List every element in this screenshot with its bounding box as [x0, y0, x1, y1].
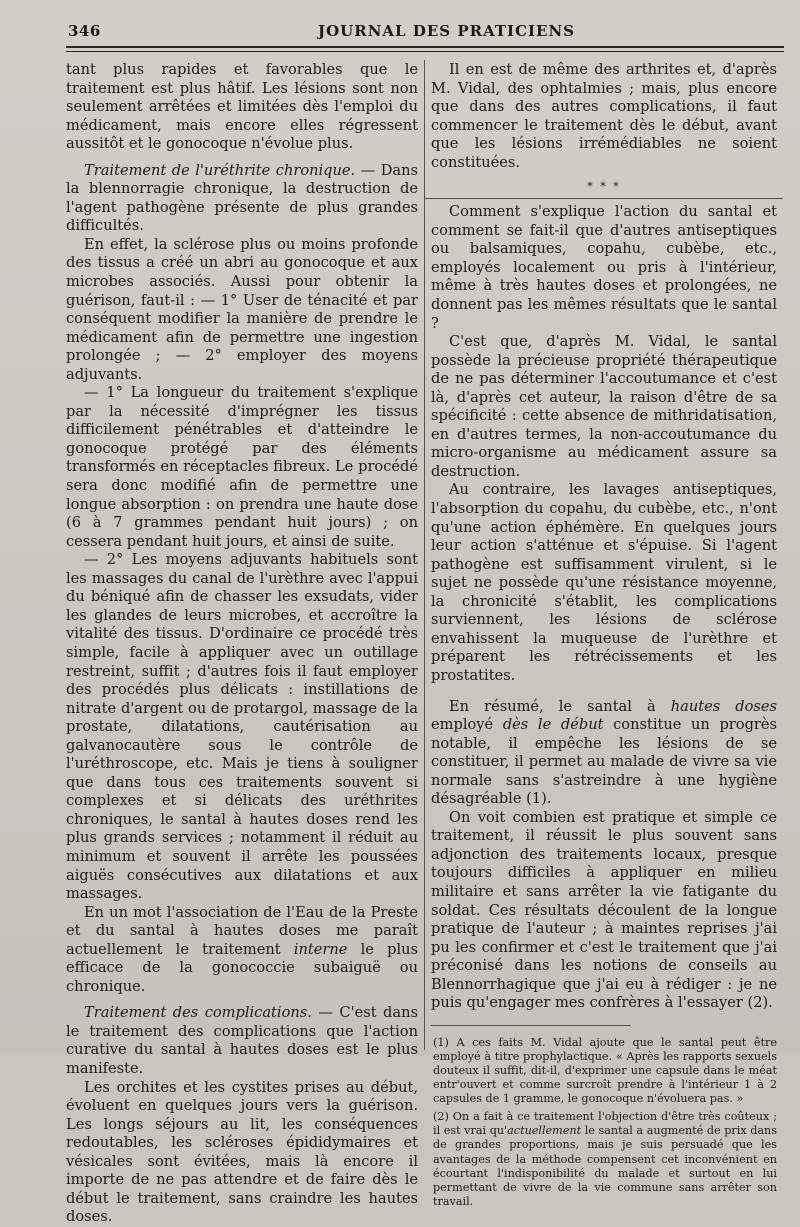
paragraph-text: En résumé, le santal à — [449, 697, 656, 715]
column-divider — [424, 60, 425, 1050]
emphasis-text: hautes doses — [670, 697, 777, 715]
paragraph-text: — Dans la blennorragie chronique, la destruction de l'agent pathogène présente de plus grandes difficultés. — [66, 161, 418, 235]
left-column — [66, 61, 418, 1227]
footnote-2 — [431, 1110, 777, 1209]
paragraph-sclerosis: En effet, la sclérose plus ou moins profonde des tissus a créé un abri au gonocoque et aux microbes associés. Aussi pour obtenir la guérison, faut-il : — 1° User de ténacité et par conséquent modifier la manière de prendre le médicament afin de permettre une ingestion prolongée ; — 2° employer des moyens adjuvants. — [66, 235, 418, 383]
paragraph-text: le plus efficace de la gonococcie subaiguë ou chronique. — [66, 940, 419, 995]
emphasis-text: dès le début — [502, 716, 604, 734]
paragraph-arthritis: Il en est de même des arthrites et, d'après M. Vidal, des ophtalmies ; mais, plus encore que dans des autres complications, il faut commencer le traitement dès le début, avant que les lésions irrémédiables ne soient constituées. — [431, 61, 777, 171]
separator-rule — [425, 198, 783, 199]
paragraph-complications — [66, 1004, 418, 1078]
paragraph-adjuvants: — 2° Les moyens adjuvants habituels sont les massages du canal de l'urèthre avec l'appui du béniqué afin de chasser les exsudats, vider les glandes de leurs microbes, et accroître la vitalité des tissus. D'ordinaire ce procédé très simple, facile à appliquer avec un outillage restreint, suffit ; d'autres fois il faut employer des procédés plus délicats : instillations de nitrate d'argent ou de protargol, massage de la prostate, dilatations, cautérisation au galvanocautère sous le contrôle de l'uréthroscope, etc. Mais je tiens à souligner que dans tous ces traitements souvent si complexes et si délicats des uréthrites chroniques, le santal à hautes doses rend les plus grands services ; notamment il réduit au minimum et souvent il arrête les poussées aiguës consécutives aux dilatations et aux massages. — [66, 551, 418, 903]
footnote-text: (2) On a fait à ce traitement l'objection d'être très coûteux ; il est vrai qu' — [433, 1110, 777, 1138]
footnote-1: (1) A ces faits M. Vidal ajoute que le santal peut être employé à titre prophylactique. « Après les rapports sexuels douteux il suffit, dit-il, d'exprimer une capsule dans le méat entr'ouvert et comme surcroît prendre à l'intérieur 1 à 2 capsules de 1 gramme, le gonocoque n'évoluera pas. » — [433, 1035, 777, 1106]
paragraph-question: Comment s'explique l'action du santal et comment se fait-il que d'autres antiseptiques ou balsamiques, copahu, cubèbe, etc., employés localement ou pris à l'intérieur, même à très hautes doses et prolongées, ne donnent pas les mêmes résultats que le santal ? — [431, 203, 777, 332]
paragraph-text: — C'est dans le traitement des complications que l'action curative du santal à hautes doses est le plus manifeste. — [66, 1004, 418, 1077]
emphasis-text: interne — [293, 940, 348, 958]
paragraph-continuation: tant plus rapides et favorables que le traitement est plus hâtif. Les lésions sont non seulement arrêtées et limitées dès l'emploi du médicament, mais encore elles régressent aussitôt et le gonocoque n'évolue plus. — [66, 61, 418, 153]
paragraph-duration: — 1° La longueur du traitement s'explique par la nécessité d'imprégner les tissus difficilement pénétrables et d'atteindre le gonocoque protégé par des éléments transformés en réceptacles fibreux. Le procédé sera donc modifié afin de permettre une longue absorption : on prendra une haute dose (6 à 7 grammes pendant huit jours) ; on cessera pendant huit jours, et ainsi de suite. — [66, 384, 418, 550]
header-rule-thin — [66, 51, 784, 52]
page-header — [68, 20, 778, 46]
paragraph-summary — [431, 698, 777, 809]
emphasis-text: actuellement — [507, 1124, 582, 1138]
paragraph-text: employé — [431, 716, 494, 734]
paragraph-text: constitue un progrès notable, il empêche les lésions de se constituer, il permet au malade de vivre sa vie normale sans s'astreindre à une hygiène désagréable (1). — [431, 716, 778, 808]
section-heading-chronic: Traitement de l'uréthrite chronique. — [84, 161, 356, 179]
section-heading-complications: Traitement des complications. — [84, 1004, 312, 1022]
right-column — [431, 61, 777, 1213]
header-rule — [66, 46, 784, 49]
footnote-text: le santal a augmenté de prix dans de grandes proportions, mais je suis persuadé que les avantages de la méthode compensent cet inconvénient en écourtant l'indisponibilité du malade et surtout en lui permettant de vivre de la vie commune sans arrêter son travail. — [433, 1124, 777, 1208]
paragraph-orchitis: Les orchites et les cystites prises au début, évoluent en quelques jours vers la guérison. Les longs séjours au lit, les conséquences redoutables, les scléroses épididymaires et vésicales sont évitées, mais là encore il importe de ne pas attendre et de faire dès le début le traitement, sans craindre les hautes doses. — [66, 1078, 418, 1226]
footnote-rule — [431, 1025, 631, 1026]
paragraph-text: En un mot l'association de l'Eau de la Preste et du santal à hautes doses me paraît actuellement le traitement — [66, 903, 418, 958]
paragraph-accoutumance: C'est que, d'après M. Vidal, le santal possède la précieuse propriété thérapeutique de ne pas déterminer l'accoutumance et c'est là, d'après cet auteur, la raison d'être de sa spécificité : cette absence de mithridatisation, en d'autres termes, la non-accoutumance du micro-organisme au médicament assure sa destruction. — [431, 333, 777, 480]
paragraph-practice: On voit combien est pratique et simple ce traitement, il réussit le plus souvent sans adjonction des traitements locaux, presque toujours difficiles à appliquer en milieu militaire et sans arrêter la vie fatigante du soldat. Ces résultats découlent de la longue pratique de l'auteur ; à maintes reprises j'ai pu les confirmer et c'est le traitement que j'ai préconisé dans les notions de conseils au Blennorrhagique que j'ai eu à rédiger : je ne puis qu'engager mes confrères à l'essayer (2). — [431, 808, 777, 1012]
journal-title: JOURNAL DES PRATICIENS — [318, 22, 575, 40]
page-number: 346 — [68, 22, 101, 40]
section-separator: * * * — [587, 180, 621, 194]
paragraph-association — [66, 904, 418, 997]
paragraph-chronic-treatment — [66, 162, 418, 236]
paragraph-antiseptics: Au contraire, les lavages antiseptiques, l'absorption du copahu, du cubèbe, etc., n'ont qu'une action éphémère. En quelques jours leur action s'atténue et s'épuise. Si l'agent pathogène est suffisamment virulent, si le sujet ne possède qu'une résistance moyenne, la chronicité s'établit, les complications surviennent, les lésions de sclérose envahissent la muqueuse de l'urèthre et préparent les rétrécissements et les prostatites. — [431, 481, 777, 684]
